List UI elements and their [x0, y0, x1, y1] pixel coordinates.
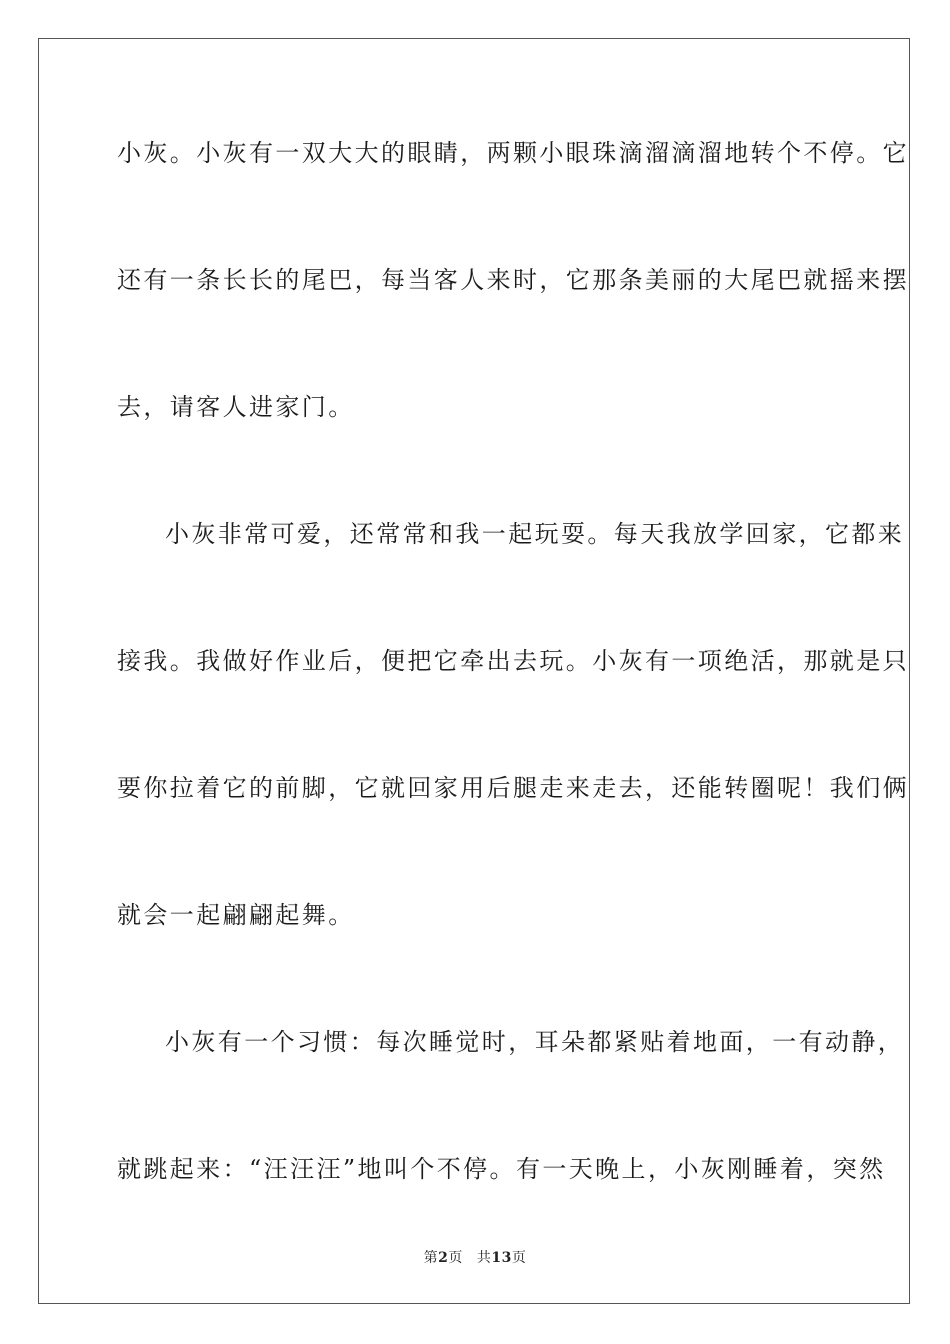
- total-prefix: 共: [476, 1250, 492, 1266]
- text-line: 还有一条长长的尾巴，每当客人来时，它那条美丽的大尾巴就摇来摆: [117, 266, 909, 294]
- text-line: 就跳起来：“汪汪汪”地叫个不停。有一天晚上，小灰刚睡着，突然: [117, 1155, 886, 1183]
- text-line: 小灰。小灰有一双大大的眼睛，两颗小眼珠滴溜滴溜地转个不停。它: [117, 139, 909, 167]
- text-line: 去，请客人进家门。: [117, 393, 355, 421]
- text-line: 要你拉着它的前脚，它就回家用后腿走来走去，还能转圈呢！我们俩: [117, 774, 909, 802]
- text-line: 就会一起翩翩起舞。: [117, 901, 355, 929]
- page-footer: [0, 1247, 950, 1267]
- page-prefix: 第: [423, 1250, 439, 1266]
- text-line: 接我。我做好作业后，便把它牵出去玩。小灰有一项绝活，那就是只: [117, 647, 909, 675]
- text-line: 小灰非常可爱，还常常和我一起玩耍。每天我放学回家，它都来: [165, 520, 905, 548]
- total-page-number: 13: [491, 1250, 512, 1266]
- current-page-number: 2: [438, 1250, 449, 1266]
- page-suffix: 页: [448, 1250, 463, 1266]
- total-suffix: 页: [511, 1250, 527, 1266]
- text-line: 小灰有一个习惯：每次睡觉时，耳朵都紧贴着地面，一有动静，: [165, 1028, 905, 1056]
- document-body: [117, 125, 909, 1268]
